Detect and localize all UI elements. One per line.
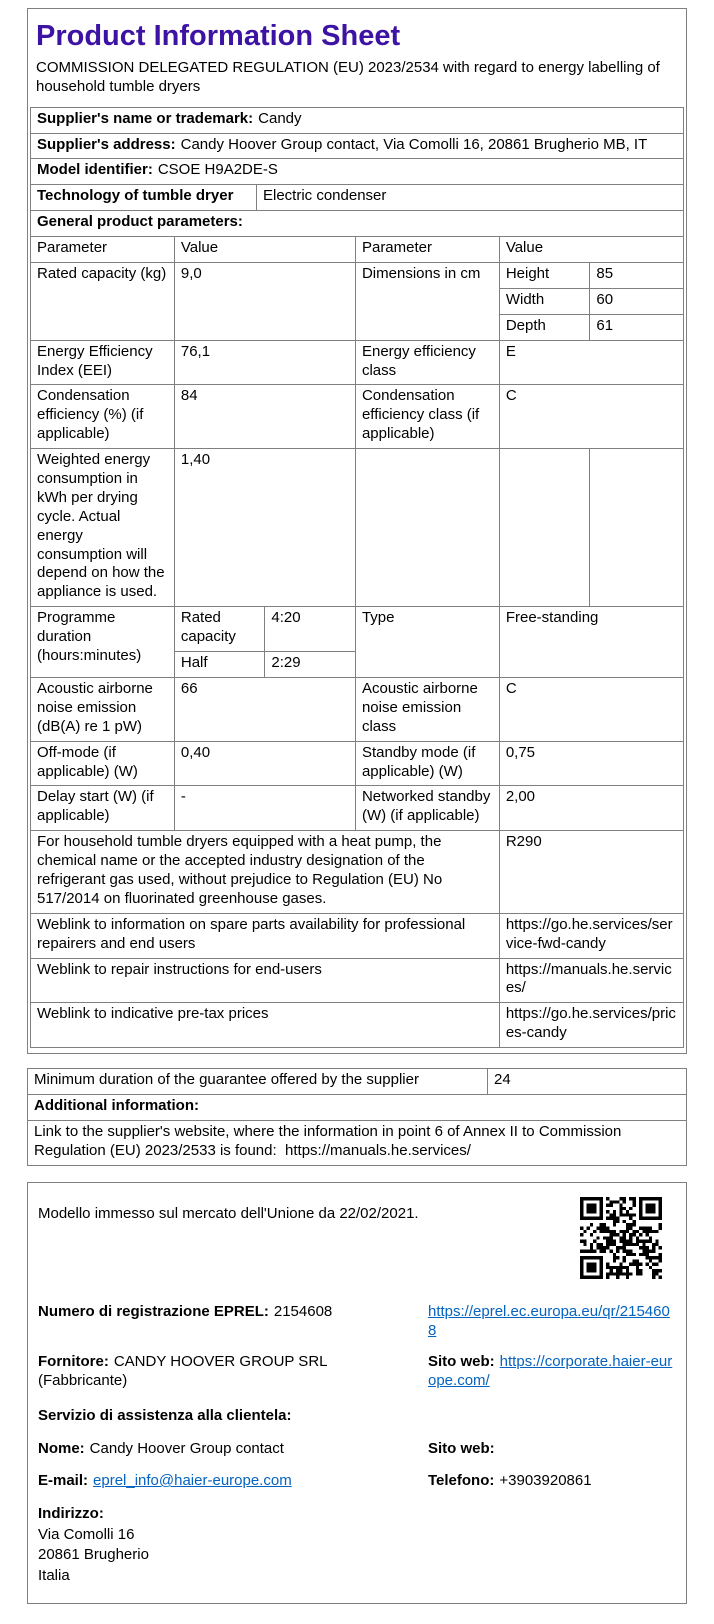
dimensions-depth-label: Depth bbox=[499, 314, 590, 340]
fornitore-value: CANDY HOOVER GROUP SRL (Fabbricante) bbox=[38, 1353, 327, 1390]
eprel-registration-row bbox=[38, 1303, 676, 1341]
weblink-repair-value: https://manuals.he.services/ bbox=[499, 958, 683, 1003]
technology-value: Electric condenser bbox=[263, 187, 387, 205]
page-title: Product Information Sheet bbox=[36, 20, 401, 52]
weblink-repair-label: Weblink to repair instructions for end-users bbox=[31, 958, 500, 1003]
condensation-value: 84 bbox=[174, 385, 355, 449]
energy-consumption-label: Weighted energy consumption in kWh per drying cycle. Actual energy consumption will depend on how the appliance is used. bbox=[31, 449, 175, 607]
supplier-name-cell bbox=[31, 107, 684, 133]
indirizzo-block bbox=[38, 1504, 676, 1587]
general-parameters-header-row bbox=[31, 211, 684, 237]
weblink-spare-parts-row bbox=[31, 913, 684, 958]
market-row bbox=[38, 1197, 676, 1279]
address-line-2: 20861 Brugherio bbox=[38, 1546, 149, 1564]
address-line-1: Via Comolli 16 bbox=[38, 1525, 135, 1543]
dimensions-depth-value: 61 bbox=[590, 314, 684, 340]
nome-row bbox=[38, 1440, 676, 1459]
empty-cell bbox=[499, 449, 590, 607]
additional-information-url: https://manuals.he.services/ bbox=[285, 1141, 471, 1159]
column-header-parameter-right: Parameter bbox=[355, 237, 499, 263]
weblink-spare-parts-value: https://go.he.services/service-fwd-candy bbox=[499, 913, 683, 958]
rated-capacity-label: Rated capacity (kg) bbox=[31, 263, 175, 341]
standby-label: Standby mode (if applicable) (W) bbox=[355, 741, 499, 786]
general-parameters-table bbox=[30, 236, 684, 1048]
qr-code bbox=[580, 1197, 662, 1279]
sito-web-label: Sito web: bbox=[428, 1353, 495, 1371]
noise-row bbox=[31, 677, 684, 741]
regulation-subtitle: COMMISSION DELEGATED REGULATION (EU) 2023/2534 with regard to energy labelling of household tumble dryers bbox=[36, 58, 660, 95]
programme-rated-value: 4:20 bbox=[265, 607, 356, 652]
additional-information-header-row bbox=[28, 1094, 687, 1120]
column-header-parameter-left: Parameter bbox=[31, 237, 175, 263]
sito-web-link[interactable]: https://corporate.haier-europe.com/ bbox=[428, 1353, 673, 1390]
eprel-registration-value: 2154608 bbox=[273, 1302, 333, 1320]
indirizzo-label: Indirizzo: bbox=[38, 1504, 104, 1522]
weblink-prices-row bbox=[31, 1003, 684, 1048]
additional-information-header-cell bbox=[28, 1094, 687, 1120]
eprel-registration bbox=[38, 1303, 428, 1341]
delay-start-row bbox=[31, 786, 684, 831]
technology-label-cell bbox=[31, 185, 257, 211]
energy-consumption-value: 1,40 bbox=[174, 449, 355, 607]
technology-row bbox=[31, 185, 684, 211]
type-label: Type bbox=[355, 607, 499, 678]
eprel-box bbox=[27, 1182, 687, 1604]
refrigerant-label: For household tumble dryers equipped with a heat pump, the chemical name or the accepted industry designation of the refrigerant gas used, without prejudice to Regulation (EU) No 517/2014 on fluorinated greenhouse gases. bbox=[31, 831, 500, 914]
supplier-address-cell bbox=[31, 133, 684, 159]
general-parameters-header-cell bbox=[31, 211, 684, 237]
programme-half-label: Half bbox=[174, 652, 265, 678]
refrigerant-value: R290 bbox=[499, 831, 683, 914]
condensation-class-value: C bbox=[499, 385, 683, 449]
fornitore-row bbox=[38, 1353, 676, 1391]
sito-web2-label: Sito web: bbox=[428, 1440, 495, 1458]
type-value: Free-standing bbox=[499, 607, 683, 678]
column-header-value-right: Value bbox=[499, 237, 683, 263]
weblink-prices-label: Weblink to indicative pre-tax prices bbox=[31, 1003, 500, 1048]
model-identifier-row bbox=[31, 159, 684, 185]
eprel-registration-link[interactable]: https://eprel.ec.europa.eu/qr/2154608 bbox=[428, 1302, 670, 1339]
main-sheet-box bbox=[27, 8, 687, 1054]
condensation-row bbox=[31, 385, 684, 449]
eei-label: Energy Efficiency Index (EEI) bbox=[31, 340, 175, 385]
technology-label: Technology of tumble dryer bbox=[37, 187, 234, 205]
off-mode-row bbox=[31, 741, 684, 786]
networked-standby-label: Networked standby (W) (if applicable) bbox=[355, 786, 499, 831]
off-mode-value: 0,40 bbox=[174, 741, 355, 786]
eei-row bbox=[31, 340, 684, 385]
noise-class-value: C bbox=[499, 677, 683, 741]
energy-class-value: E bbox=[499, 340, 683, 385]
condensation-label: Condensation efficiency (%) (if applicable) bbox=[31, 385, 175, 449]
column-header-value-left: Value bbox=[174, 237, 355, 263]
model-identifier-cell bbox=[31, 159, 684, 185]
eprel-registration-link-cell bbox=[428, 1303, 676, 1341]
additional-information-text: Link to the supplier's website, where the information in point 6 of Annex II to Commission Regulation (EU) 2023/2533 is found: bbox=[34, 1122, 622, 1159]
noise-label: Acoustic airborne noise emission (dB(A) re 1 pW) bbox=[31, 677, 175, 741]
dimensions-width-label: Width bbox=[499, 288, 590, 314]
additional-information-header: Additional information: bbox=[34, 1096, 199, 1114]
noise-value: 66 bbox=[174, 677, 355, 741]
fornitore bbox=[38, 1353, 428, 1391]
dimensions-width-value: 60 bbox=[590, 288, 684, 314]
supplier-table bbox=[30, 107, 684, 237]
programme-rated-label: Rated capacity bbox=[174, 607, 265, 652]
supplier-name-value: Candy bbox=[258, 109, 302, 127]
supplier-address-label: Supplier's address: bbox=[37, 135, 176, 153]
nome bbox=[38, 1440, 428, 1459]
telefono-label: Telefono: bbox=[428, 1471, 495, 1489]
telefono-value: +3903920861 bbox=[499, 1471, 592, 1489]
additional-information-cell bbox=[28, 1120, 687, 1165]
guarantee-table bbox=[27, 1068, 687, 1166]
general-parameters-header: General product parameters: bbox=[37, 213, 243, 231]
noise-class-label: Acoustic airborne noise emission class bbox=[355, 677, 499, 741]
supplier-address-value: Candy Hoover Group contact, Via Comolli 16, 20861 Brugherio MB, IT bbox=[180, 135, 648, 153]
weblink-prices-value: https://go.he.services/prices-candy bbox=[499, 1003, 683, 1048]
email-link[interactable]: eprel_info@haier-europe.com bbox=[93, 1471, 292, 1489]
programme-duration-row bbox=[31, 607, 684, 652]
energy-class-label: Energy efficiency class bbox=[355, 340, 499, 385]
condensation-class-label: Condensation efficiency class (if applicable) bbox=[355, 385, 499, 449]
fornitore-label: Fornitore: bbox=[38, 1353, 109, 1371]
off-mode-label: Off-mode (if applicable) (W) bbox=[31, 741, 175, 786]
telefono-cell bbox=[428, 1472, 676, 1491]
service-header: Servizio di assistenza alla clientela: bbox=[38, 1407, 292, 1425]
programme-half-value: 2:29 bbox=[265, 652, 356, 678]
email-row bbox=[38, 1472, 676, 1491]
address-line-3: Italia bbox=[38, 1566, 70, 1584]
delay-start-value: - bbox=[174, 786, 355, 831]
sito-web2-cell bbox=[428, 1440, 676, 1459]
energy-consumption-row bbox=[31, 449, 684, 607]
eei-value: 76,1 bbox=[174, 340, 355, 385]
standby-value: 0,75 bbox=[499, 741, 683, 786]
technology-value-cell bbox=[257, 185, 684, 211]
nome-label: Nome: bbox=[38, 1440, 85, 1458]
supplier-name-row bbox=[31, 107, 684, 133]
guarantee-value: 24 bbox=[488, 1069, 687, 1095]
email-label: E-mail: bbox=[38, 1471, 89, 1489]
model-identifier-label: Model identifier: bbox=[37, 161, 153, 179]
rated-capacity-row bbox=[31, 263, 684, 289]
dimensions-height-value: 85 bbox=[590, 263, 684, 289]
supplier-address-row bbox=[31, 133, 684, 159]
weblink-repair-row bbox=[31, 958, 684, 1003]
guarantee-label: Minimum duration of the guarantee offered by the supplier bbox=[28, 1069, 488, 1095]
empty-cell bbox=[355, 449, 499, 607]
delay-start-label: Delay start (W) (if applicable) bbox=[31, 786, 175, 831]
market-note: Modello immesso sul mercato dell'Unione da 22/02/2021. bbox=[38, 1204, 419, 1222]
sito-web-cell bbox=[428, 1353, 676, 1391]
programme-duration-label: Programme duration (hours:minutes) bbox=[31, 607, 175, 678]
empty-cell bbox=[590, 449, 684, 607]
guarantee-row bbox=[28, 1069, 687, 1095]
additional-information-row bbox=[28, 1120, 687, 1165]
supplier-name-label: Supplier's name or trademark: bbox=[37, 109, 254, 127]
dimensions-label: Dimensions in cm bbox=[355, 263, 499, 341]
nome-value: Candy Hoover Group contact bbox=[89, 1440, 284, 1458]
column-header-row bbox=[31, 237, 684, 263]
email bbox=[38, 1472, 428, 1491]
dimensions-height-label: Height bbox=[499, 263, 590, 289]
networked-standby-value: 2,00 bbox=[499, 786, 683, 831]
eprel-registration-label: Numero di registrazione EPREL: bbox=[38, 1302, 269, 1320]
weblink-spare-parts-label: Weblink to information on spare parts availability for professional repairers and end users bbox=[31, 913, 500, 958]
model-identifier-value: CSOE H9A2DE-S bbox=[157, 161, 278, 179]
refrigerant-row bbox=[31, 831, 684, 914]
rated-capacity-value: 9,0 bbox=[174, 263, 355, 341]
